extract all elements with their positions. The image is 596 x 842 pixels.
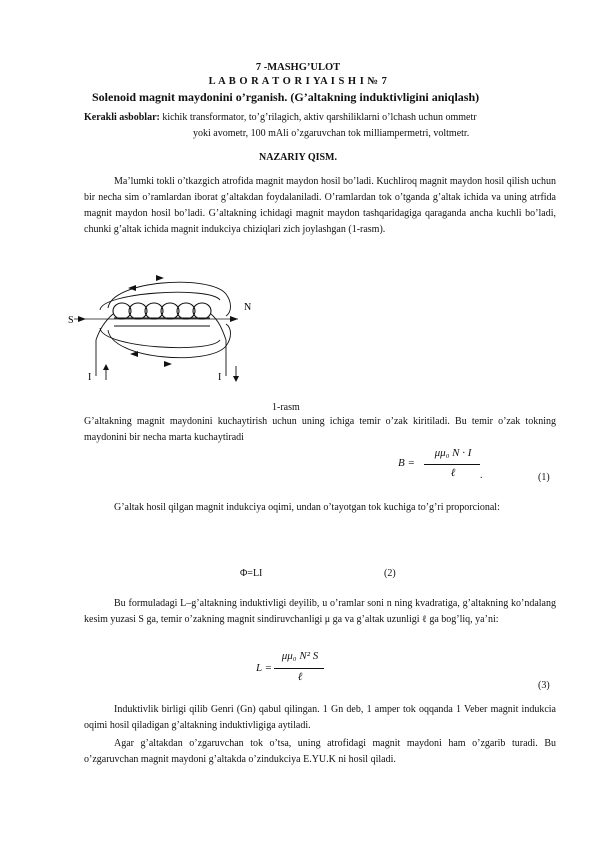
arrow-up-icon bbox=[103, 364, 109, 370]
equipment-text-2: yoki avometr, 100 mAli o’zgaruvchan tok milliampermetri, voltmetr. bbox=[193, 128, 470, 139]
paragraph-3: G’altak hosil qilgan magnit indukciya oqimi, undan o’tayotgan tok kuchiga to’g’ri proporcional: bbox=[114, 502, 500, 513]
eq1-number: (1) bbox=[538, 472, 550, 483]
eq1-lhs: B = bbox=[398, 457, 415, 469]
paragraph-4: Bu formuladagi L–g’altakning induktivligi deyilib, u o’ramlar soni n ning kvadratiga, g’altakning ko’ndalang kesim yuzasi S ga, temir o’zakning magnit sindiruvchanligi μ ga va g’altak uzunligi ℓ ga bog’liq, ya’ni: bbox=[84, 598, 556, 625]
paragraph-6: Agar g’altakdan o’zgaruvchan tok o’tsa, uning atrofidagi magnit maydoni ham o’zgarib turadi. Bu o’zgaruvchan magnit maydoni g’altakda o’zindukciya E.YU.K ni hosil qiladi. bbox=[84, 738, 556, 765]
eq3-number: (3) bbox=[538, 680, 550, 691]
field-line-top-outer bbox=[108, 282, 231, 316]
eq1-fraction-bar bbox=[424, 464, 480, 465]
arrow-down-icon bbox=[233, 376, 239, 382]
arrow-icon bbox=[130, 351, 138, 357]
field-line-bottom-outer bbox=[108, 324, 231, 358]
paragraph-1: Ma’lumki tokli o’tkazgich atrofida magnit maydon hosil bo’ladi. Kuchliroq magnit maydon hosil qilish uchun bir necha sim o’ramlardan iborat g’altakdan foydalaniladi. O’ramlardan tok o’tganda g’altak ichida va uning atrfida magnit maydon hosil bo’ladi. G’altakning ichidagi magnit maydon tashqaridagiga qaraganda ancha kuchli bo’ladi, chunki g’altak ichida magnit indukciya chiziqlari zich joylashgan (1-rasm). bbox=[84, 176, 556, 235]
coil-lead-right bbox=[211, 314, 226, 376]
eq1-numerator: μμ₀ N · I bbox=[434, 447, 472, 459]
equipment-label: Kerakli asboblar: bbox=[84, 112, 160, 123]
coil-turns bbox=[113, 303, 211, 326]
chapter-heading: 7 -MASHG’ULOT bbox=[255, 62, 341, 73]
eq2-number: (2) bbox=[384, 568, 396, 579]
eq3-lhs: L = bbox=[256, 662, 273, 674]
eq3-fraction-bar bbox=[274, 668, 324, 669]
eq2-formula: Φ=LI bbox=[240, 568, 263, 579]
paragraph-5: Induktivlik birligi qilib Genri (Gn) qabul qilingan. 1 Gn deb, 1 amper tok oqqanda 1 Veber magnit indukcia oqimi hosil qiladigan g’altakning induktivligiga aytiladi. bbox=[84, 704, 556, 731]
eq3-numerator: μμ₀ N² S bbox=[281, 650, 319, 662]
coil-lead-left bbox=[96, 314, 113, 376]
arrow-icon bbox=[230, 316, 238, 322]
label-i-left: I bbox=[88, 372, 92, 383]
equipment-line bbox=[84, 110, 574, 126]
figure-caption: 1-rasm bbox=[272, 402, 300, 413]
arrow-icon bbox=[156, 275, 164, 281]
paragraph-2: G’altakning magnit maydonini kuchaytirish uchun uning ichiga temir o’zak kiritiladi. Bu temir o’zak tokning maydonini bir necha marta kuchaytiradi bbox=[84, 416, 556, 443]
label-s: S bbox=[68, 315, 74, 326]
solenoid-figure bbox=[60, 268, 310, 392]
eq3-denominator: ℓ bbox=[297, 671, 303, 683]
label-i-right: I bbox=[218, 372, 222, 383]
section-heading: NAZARIY QISM. bbox=[259, 152, 337, 163]
eq1-denominator: ℓ bbox=[450, 467, 456, 479]
lab-heading: L A B O R A T O R I YA I S H I № 7 bbox=[208, 76, 388, 87]
field-line-bottom-inner bbox=[100, 328, 220, 348]
arrow-icon bbox=[164, 361, 172, 367]
equipment-text-1: kichik transformator, to’g’rilagich, aktiv qarshiliklarni o’lchash uchun ommetr bbox=[159, 112, 477, 123]
label-n: N bbox=[244, 302, 252, 313]
page-title: Solenoid magnit maydonini o’rganish. (G’altakning induktivligini aniqlash) bbox=[92, 90, 480, 104]
eq1-dot: . bbox=[480, 470, 483, 481]
arrow-icon bbox=[78, 316, 86, 322]
